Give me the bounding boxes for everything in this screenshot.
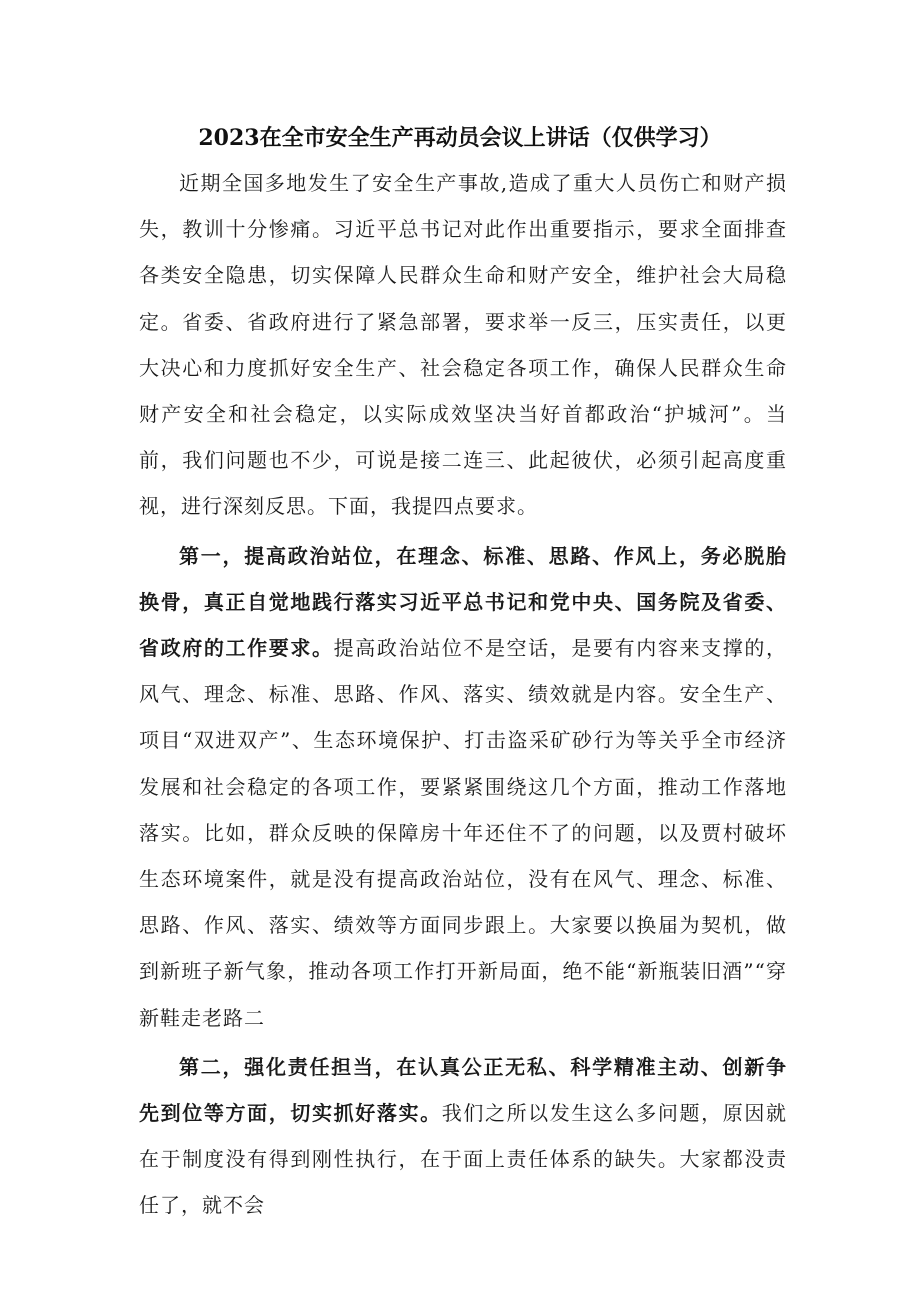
document-title: 2023在全市安全生产再动员会议上讲话（仅供学习） [198, 125, 722, 151]
document-body [139, 160, 787, 1229]
paragraph-text: 近期全国多地发生了安全生产事故,造成了重大人员伤亡和财产损失，教训十分惨痛。习近平总书记对此作出重要指示，要求全面排查各类安全隐患，切实保障人民群众生命和财产安全，维护社会大局稳定。省委、省政府进行了紧急部署，要求举一反三，压实责任，以更大决心和力度抓好安全生产、社会稳定各项工作，确保人民群众生命财产安全和社会稳定，以实际成效坚决当好首都政治“护城河”。当前，我们问题也不少，可说是接二连三、此起彼伏，必须引起高度重视，进行深刻反思。下面，我提四点要求。 [139, 171, 787, 519]
paragraph-text: 我们之所以发生这么多问题，原因就在于制度没有得到刚性执行，在于面上责任体系的缺失。大家都没责任了，就不会 [139, 1101, 788, 1218]
paragraph-lead: 第一，提高政治站位，在理念、标准、思路、作风上，务必脱胎换骨，真正自觉地践行落实习近平总书记和党中央、国务院及省委、省政府的工作要求。 [139, 543, 787, 661]
paragraph-text: 提高政治站位不是空话，是要有内容来支撑的，风气、理念、标准、思路、作风、落实、绩效就是内容。安全生产、项目“双进双产”、生态环境保护、打击盗采矿砂行为等关乎全市经济发展和社会稳定的各项工作，要紧紧围绕这几个方面，推动工作落地落实。比如，群众反映的保障房十年还住不了的问题，以及贾村破坏生态环境案件，就是没有提高政治站位，没有在风气、理念、标准、思路、作风、落实、绩效等方面同步跟上。大家要以换届为契机，做到新班子新气象，推动各项工作打开新局面，绝不能“新瓶装旧酒”“穿新鞋走老路二 [139, 636, 788, 1030]
paragraph-point-one [139, 533, 787, 1041]
paragraph-point-two [139, 1044, 787, 1229]
paragraph-intro [139, 160, 787, 530]
paragraph-lead: 第二，强化责任担当，在认真公正无私、科学精准主动、创新争先到位等方面，切实抓好落实。 [139, 1054, 787, 1126]
